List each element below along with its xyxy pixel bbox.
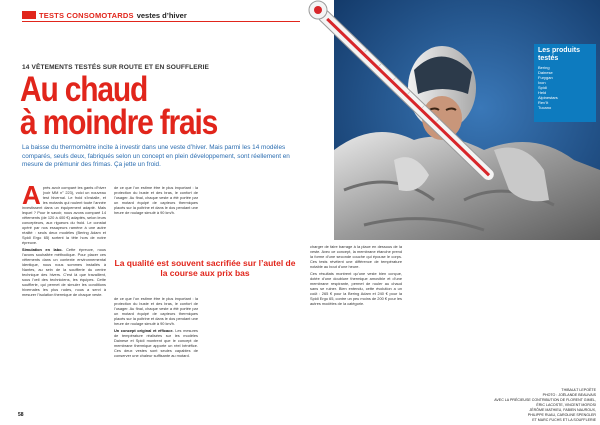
drop-cap: A	[22, 185, 41, 210]
col1-paragraph-1: près avoir comparé les gants d’hiver (voir MM n° 223), voici un nouveau test hivernal. Le froid s’installe, et les motards qui roulent toute l’année investissent dans un équipement adapté. Mais lequel ? Pour le savoir, nous avons comparé 14 vêtements (de 120 à 400 €) adaptés, selon leurs concepteurs, aux rigueurs du froid. Le constat opéré par nos essayeurs ramène à une autre réalité : seuls deux modèles (Bering Adam et Spidi Ergo 65) sortent la tête hors de notre épreuve.	[22, 185, 106, 245]
col3-paragraph-2: Ces résultats montrent qu’une veste bien conçue, dotée d’une doublure thermique amovible et d’une membrane respirante, permet de rouler au chaud sans se ruiner. Bien entendu, cette évolution a un coût : 265 € pour la Bering Adam et 240 € pour la Spidi Ergo 65, contre un peu moins de 200 € pour les autres modèles de la catégorie.	[310, 271, 402, 306]
product-item: Spidi	[538, 85, 547, 90]
col2-subhead: Un concept original et efficace.	[114, 328, 174, 333]
credit-line: JÉRÔME MATHIEU, FABIEN NAUROUX,	[529, 408, 596, 412]
col1-paragraph-2: Cette épreuve, nous l’avons souhaitée méthodique. Pour placer ces vêtements dans un contexte environnemental identique, nous nous sommes installés à Nantes, au sein de la soufflerie du centre technique des hivers. C’est là que travaillent, sous l’œil des techniciens, les équipes. Cette soufflerie, qui permet de simuler les conditions hivernales les plus rudes, nous a servi à mesurer l’isolation thermique de chaque veste.	[22, 247, 106, 297]
product-item: Furygan	[538, 75, 553, 80]
col2-paragraph-top: de ce que l’on estime être le plus important : la protection du buste et des bras, le confort de l’usager. Au final, chaque veste a été portée par un motard équipé de capteurs thermiques placés sur la poitrine et dans le dos pendant une heure de roulage simulé à 90 km/h.	[114, 185, 198, 215]
col1-subhead: Simulation en labo.	[22, 247, 63, 252]
product-item: Ixon	[538, 80, 546, 85]
article-kicker: 14 VÊTEMENTS TESTÉS SUR ROUTE ET EN SOUFFLERIE	[22, 64, 210, 71]
credit-line: PHILIPPE RUAU, CAROLINE SPENGLER	[527, 413, 596, 417]
right-page	[300, 0, 600, 425]
pull-quote: La qualité est souvent sacrifiée sur l’autel de la course aux prix bas	[114, 258, 296, 278]
rubric-section: TESTS CONSOMOTARDS	[39, 10, 134, 20]
headline-line-2: à moindre frais	[20, 103, 218, 143]
headline-line-1: Au chaud	[20, 70, 148, 110]
article-credits	[430, 388, 596, 423]
product-item: Rev’It	[538, 100, 549, 105]
page-number: 58	[18, 412, 24, 418]
products-tested-box	[534, 44, 596, 122]
col2-paragraph-1: de ce que l’on estime être le plus important : la protection du buste et des bras, le confort de l’usager. Au final, chaque veste a été portée par un motard équipé de capteurs thermiques placés sur la poitrine et dans le dos pendant une heure de roulage simulé à 90 km/h.	[114, 296, 198, 326]
product-item: Dainese	[538, 70, 553, 75]
col3-paragraph-1: charger de faire barrage à la place en dessous de la veste. Avec ce concept, la membrane étanche prend la forme d’une seconde couche qui épouse le corps. Ces tests révèlent une différence de température notable au bout d’une heure.	[310, 244, 402, 269]
product-item: Alpinestars	[538, 95, 558, 100]
rubric-topic: vestes d’hiver	[136, 10, 187, 20]
product-item: Tucano	[538, 105, 552, 110]
product-item: Bering	[538, 65, 550, 70]
products-tested-list	[538, 65, 592, 110]
col2-paragraph-2: Les mesures de température réalisées sur les modèles Dainese et Spidi montrent que le concept de membrane thermique apporte un réel bénéfice. Ces deux vestes sont seules capables de conserver une chaleur suffisante au motard.	[114, 328, 198, 358]
body-column-3	[310, 244, 402, 416]
credit-line: THIBAULT LEPOÈTE	[561, 388, 596, 392]
credit-line: AVEC LA PRÉCIEUSE CONTRIBUTION DE FLORENT GIMEL,	[494, 398, 596, 402]
credit-line: ÉRIC LACOSTE, VINCENT MOROSI	[536, 403, 596, 407]
credit-line: ET MARC FUCHS ET LA SOUFFLERIE	[532, 418, 596, 422]
product-item: Held	[538, 90, 547, 95]
body-column-2	[114, 296, 198, 408]
article-standfirst: La baisse du thermomètre incite à investir dans une veste d’hiver. Mais parmi les 14 modèles comparés, seuls deux, fabriqués selon un concept en plein développement, sont réellement en mesure de prémunir des frimas. Ça jette un froid.	[22, 144, 290, 169]
products-tested-title: Les produits testés	[538, 47, 581, 62]
credit-line: PHOTO : JOËLANDE BEAUVAIS	[542, 393, 596, 397]
